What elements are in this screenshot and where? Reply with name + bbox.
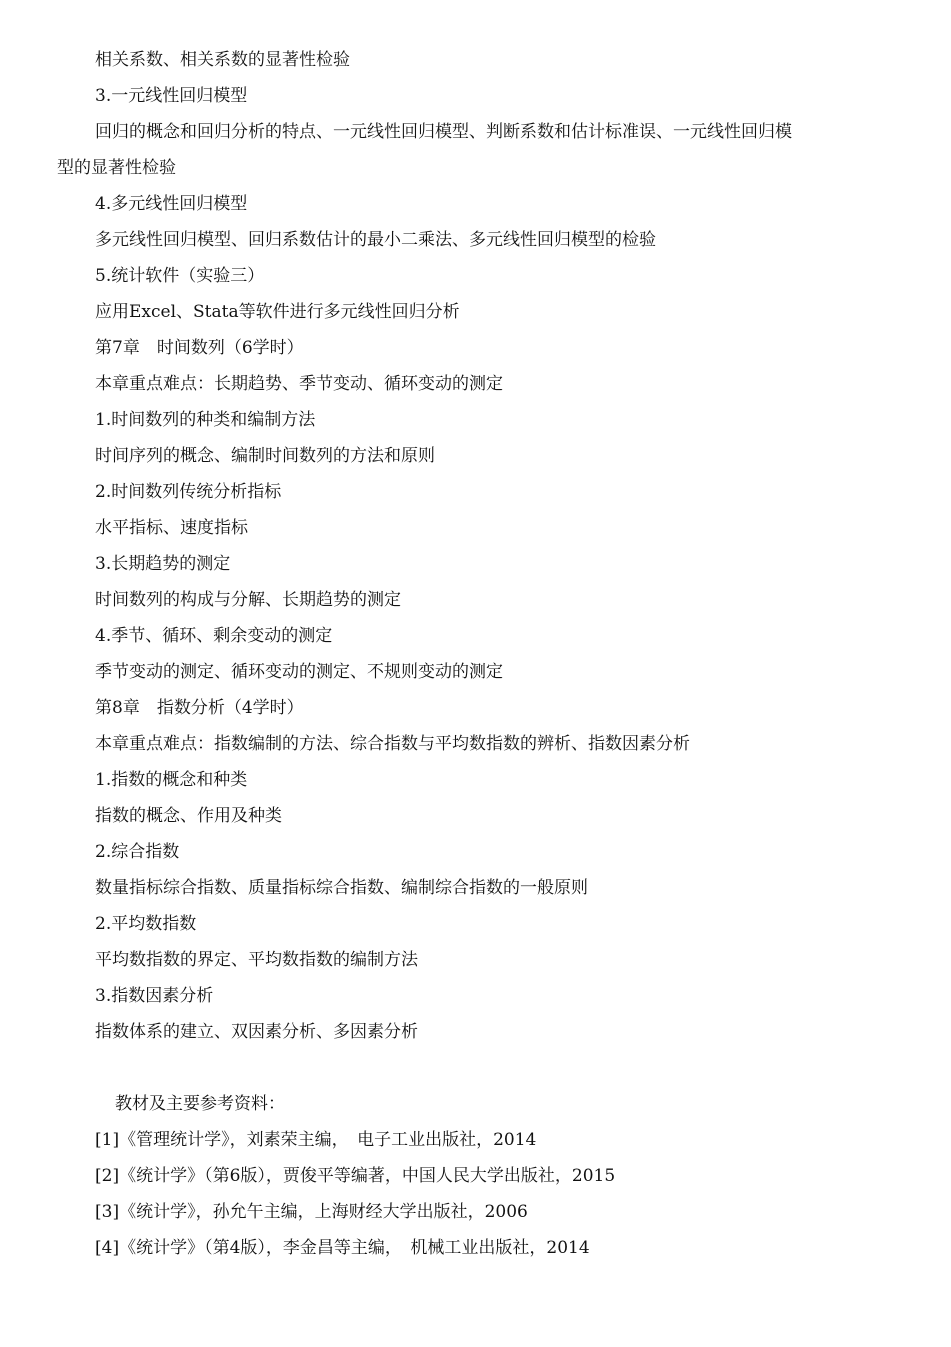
text-line: 时间数列的构成与分解、长期趋势的测定 <box>95 590 401 610</box>
text-line: 应用Excel、Stata等软件进行多元线性回归分析 <box>95 302 460 322</box>
text-line: 数量指标综合指数、质量指标综合指数、编制综合指数的一般原则 <box>95 878 588 898</box>
references-heading: 教材及主要参考资料： <box>115 1094 285 1114</box>
section-heading: 2.平均数指数 <box>95 914 197 934</box>
reference-item: [1]《管理统计学》，刘素荣主编， 电子工业出版社，2014 <box>95 1130 537 1150</box>
text-line: 多元线性回归模型、回归系数估计的最小二乘法、多元线性回归模型的检验 <box>95 230 656 250</box>
text-line: 回归的概念和回归分析的特点、一元线性回归模型、判断系数和估计标准误、一元线性回归模 <box>95 122 792 142</box>
text-line: 指数体系的建立、双因素分析、多因素分析 <box>95 1022 418 1042</box>
text-line: 本章重点难点：长期趋势、季节变动、循环变动的测定 <box>95 374 503 394</box>
spacer <box>0 1055 951 1091</box>
section-heading: 4.季节、循环、剩余变动的测定 <box>95 626 333 646</box>
text-line: 时间序列的概念、编制时间数列的方法和原则 <box>95 446 435 466</box>
section-heading: 3.指数因素分析 <box>95 986 214 1006</box>
chapter-heading: 第8章 指数分析（4学时） <box>95 698 304 718</box>
reference-item: [3]《统计学》，孙允午主编，上海财经大学出版社，2006 <box>95 1202 528 1222</box>
text-line: 平均数指数的界定、平均数指数的编制方法 <box>95 950 418 970</box>
section-heading: 2.综合指数 <box>95 842 180 862</box>
section-heading: 3.一元线性回归模型 <box>95 86 248 106</box>
text-line: 型的显著性检验 <box>57 158 176 178</box>
document-body <box>0 47 951 1271</box>
text-line: 水平指标、速度指标 <box>95 518 248 538</box>
section-heading: 2.时间数列传统分析指标 <box>95 482 282 502</box>
section-heading: 1.指数的概念和种类 <box>95 770 248 790</box>
section-heading: 3.长期趋势的测定 <box>95 554 231 574</box>
section-heading: 5.统计软件（实验三） <box>95 266 265 286</box>
section-heading: 1.时间数列的种类和编制方法 <box>95 410 316 430</box>
text-paragraph <box>0 119 951 191</box>
text-line: 指数的概念、作用及种类 <box>95 806 282 826</box>
reference-item: [4]《统计学》（第4版），李金昌等主编， 机械工业出版社，2014 <box>95 1238 590 1258</box>
text-line: 相关系数、相关系数的显著性检验 <box>95 50 350 70</box>
chapter-heading: 第7章 时间数列（6学时） <box>95 338 304 358</box>
section-heading: 4.多元线性回归模型 <box>95 194 248 214</box>
reference-item: [2]《统计学》（第6版），贾俊平等编著，中国人民大学出版社，2015 <box>95 1166 616 1186</box>
text-line: 季节变动的测定、循环变动的测定、不规则变动的测定 <box>95 662 503 682</box>
text-line: 本章重点难点：指数编制的方法、综合指数与平均数指数的辨析、指数因素分析 <box>95 734 690 754</box>
